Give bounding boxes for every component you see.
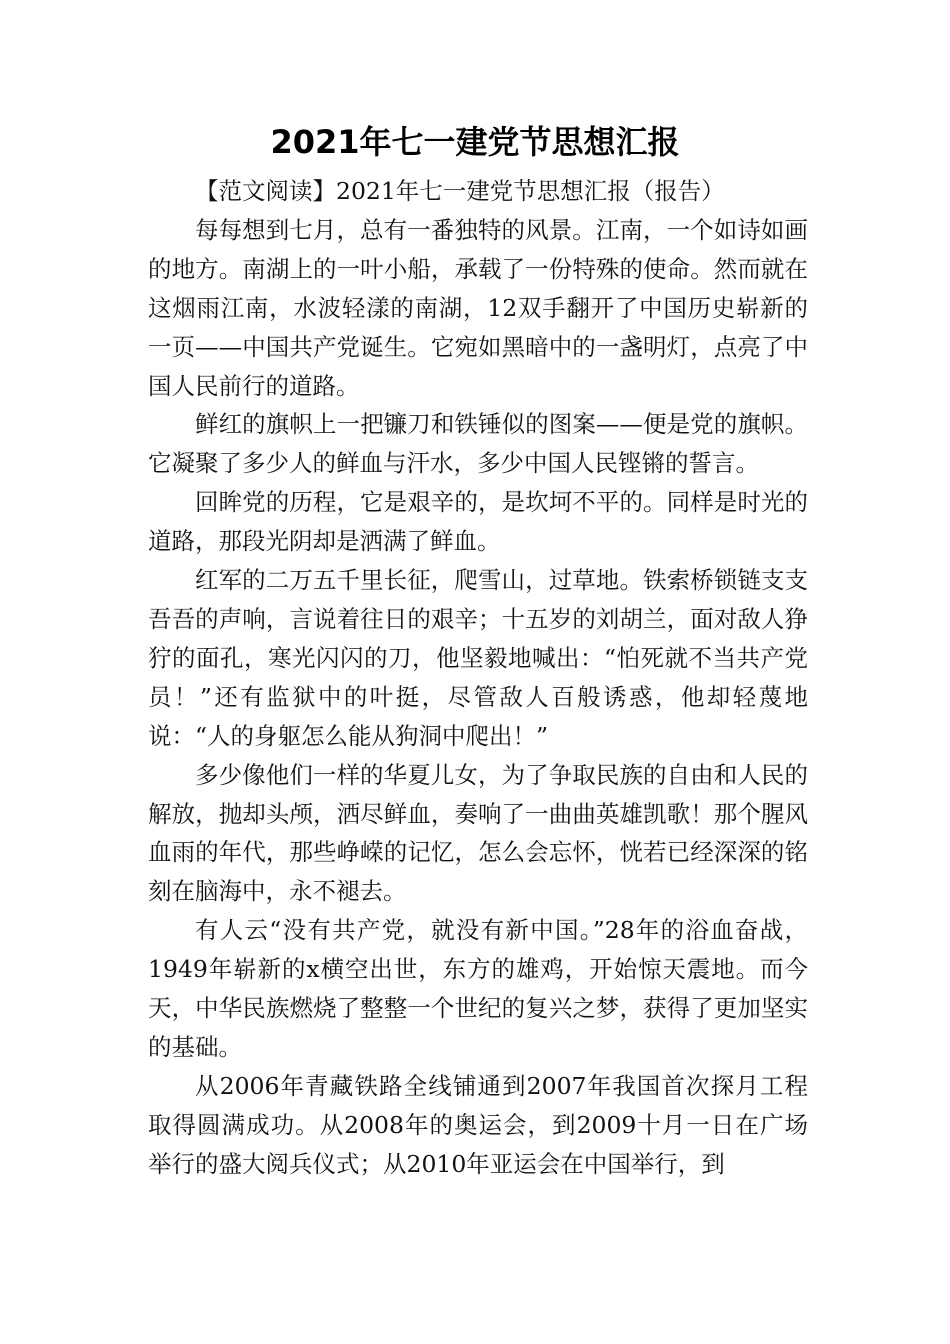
paragraph-heroes: 多少像他们一样的华夏儿女，为了争取民族的自由和人民的解放，抛却头颅，洒尽鲜血，奏响了一曲曲英雄凯歌！那个腥风血雨的年代，那些峥嵘的记忆，怎么会忘怀，恍若已经深深的铭刻在脑海中，永不褪去。 bbox=[148, 760, 808, 906]
paragraph-achievements: 从2006年青藏铁路全线铺通到2007年我国首次探月工程取得圆满成功。从2008年的奥运会，到2009十月一日在广场举行的盛大阅兵仪式；从2010年亚运会在中国举行，到 bbox=[148, 1071, 808, 1178]
paragraph-new-china: 有人云“没有共产党，就没有新中国。”28年的浴血奋战，1949年崭新的x横空出世，东方的雄鸡，开始惊天震地。而今天，中华民族燃烧了整整一个世纪的复兴之梦，获得了更加坚实的基础。 bbox=[148, 916, 808, 1061]
paragraph-long-march: 红军的二万五千里长征，爬雪山，过草地。铁索桥锁链支支吾吾的声响，言说着往日的艰辛；十五岁的刘胡兰，面对敌人狰狞的面孔，寒光闪闪的刀，他坚毅地喊出：“怕死就不当共产党员！”还有监狱中的叶挺，尽管敌人百般诱惑，他却轻蔑地说：“人的身躯怎么能从狗洞中爬出！” bbox=[148, 566, 808, 750]
document-body bbox=[148, 172, 808, 1184]
paragraph-flag: 鲜红的旗帜上一把镰刀和铁锤似的图案——便是党的旗帜。它凝聚了多少人的鲜血与汗水，多少中国人民铿锵的誓言。 bbox=[148, 410, 808, 478]
paragraph-intro: 【范文阅读】2021年七一建党节思想汇报（报告） bbox=[195, 177, 725, 205]
paragraph-july: 每每想到七月，总有一番独特的风景。江南，一个如诗如画的地方。南湖上的一叶小船，承载了一份特殊的使命。然而就在这烟雨江南，水波轻漾的南湖，12双手翻开了中国历史崭新的一页——中国共产党诞生。它宛如黑暗中的一盏明灯，点亮了中国人民前行的道路。 bbox=[148, 215, 808, 400]
document-title: 2021年七一建党节思想汇报 bbox=[270, 123, 680, 161]
paragraph-history: 回眸党的历程，它是艰辛的，是坎坷不平的。同样是时光的道路，那段光阴却是洒满了鲜血。 bbox=[148, 488, 808, 556]
